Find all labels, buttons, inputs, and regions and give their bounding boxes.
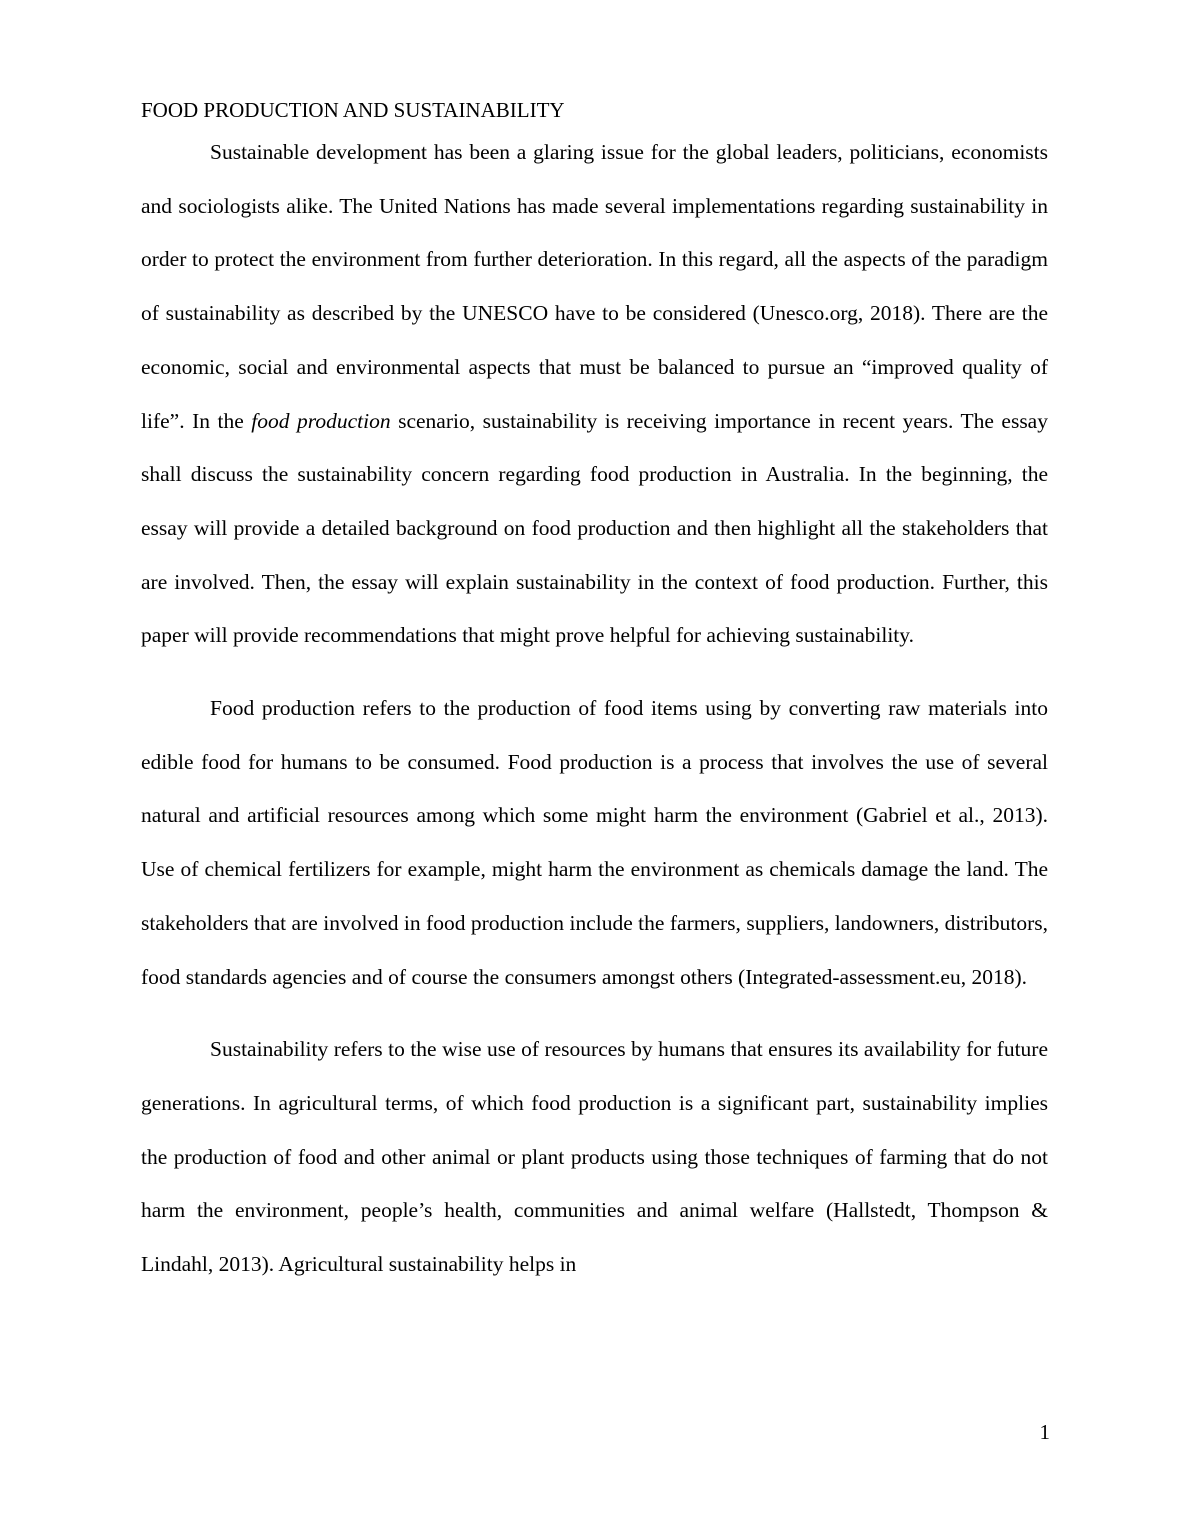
paragraph-text: Sustainable development has been a glaring issue for the global leaders, politicians, economists and sociologists alike. The United Nations has made several implementations regarding sustainability in order to protect the environment from further deterioration. In this regard, all the aspects of the paradigm of sustainability as described by the UNESCO have to be considered (Unesco.org, 2018). There are the economic, social and environmental aspects that must be balanced to pursue an “improved quality of life”. In the	[141, 140, 1048, 433]
paragraph-introduction	[141, 126, 1048, 663]
page-number: 1	[1039, 1420, 1050, 1444]
page-title: FOOD PRODUCTION AND SUSTAINABILITY	[141, 98, 565, 122]
document-body	[141, 126, 1048, 1311]
paragraph-food-production: Food production refers to the production of food items using by converting raw materials into edible food for humans to be consumed. Food production is a process that involves the use of several natural and artificial resources among which some might harm the environment (Gabriel et al., 2013). Use of chemical fertilizers for example, might harm the environment as chemicals damage the land. The stakeholders that are involved in food production include the farmers, suppliers, landowners, distributors, food standards agencies and of course the consumers amongst others (Integrated-assessment.eu, 2018).	[141, 696, 1048, 989]
paragraph-sustainability: Sustainability refers to the wise use of resources by humans that ensures its availability for future generations. In agricultural terms, of which food production is a significant part, sustainability implies the production of food and other animal or plant products using those techniques of farming that do not harm the environment, people’s health, communities and animal welfare (Hallstedt, Thompson & Lindahl, 2013). Agricultural sustainability helps in	[141, 1037, 1048, 1277]
emphasized-text: food production	[251, 408, 391, 433]
paragraph-text: scenario, sustainability is receiving importance in recent years. The essay shall discuss the sustainability concern regarding food production in Australia. In the beginning, the essay will provide a detailed background on food production and then highlight all the stakeholders that are involved. Then, the essay will explain sustainability in the context of food production. Further, this paper will provide recommendations that might prove helpful for achieving sustainability.	[141, 408, 1048, 648]
